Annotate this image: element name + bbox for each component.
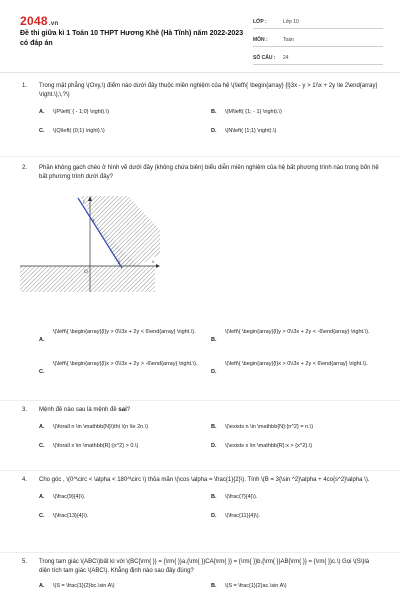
option-text: \(S = \frac{1}{2}ac.\sin A\): [225, 583, 287, 589]
option-label: D.: [211, 513, 217, 519]
logo-suffix: .vn: [48, 21, 59, 27]
option-c[interactable]: [39, 442, 209, 451]
option-a[interactable]: [39, 493, 209, 502]
option-text: \(\frac{7}{4}\).: [225, 494, 258, 500]
option-text: \(N\left( {1;1} \right).\): [225, 128, 277, 134]
option-label: D.: [211, 369, 217, 375]
divider: [0, 156, 400, 157]
option-text: \(\exists x \in \mathbb{R}:x > {x^2}.\): [225, 443, 313, 449]
question-text-emphasis: sai: [118, 407, 127, 413]
question-1: [22, 82, 382, 138]
option-label: B.: [211, 337, 217, 343]
question-number: 2.: [22, 165, 28, 171]
option-b[interactable]: [211, 108, 381, 117]
divider: [0, 552, 400, 553]
document-title: Đề thi giữa kì 1 Toán 10 THPT Hương Khê (Hà Tĩnh) năm 2022-2023 có đáp án: [20, 30, 244, 47]
option-b[interactable]: [211, 582, 381, 591]
origin-label: O: [84, 270, 88, 275]
option-text: \(\exists n \in \mathbb{N}:{n^2} = n.\): [225, 424, 314, 430]
option-b[interactable]: [211, 423, 381, 432]
coordinate-figure: [20, 196, 160, 292]
question-4: [22, 476, 382, 523]
option-text: \(\left\{ \begin{array}{l}y > 0\\3x + 2y < -6\end{array} \right.\).: [225, 329, 370, 335]
divider: [0, 400, 400, 401]
x-label: x: [152, 260, 155, 265]
option-label: B.: [211, 109, 217, 115]
option-text: \(S = \frac{1}{2}bc.\sin A\): [53, 583, 115, 589]
option-a[interactable]: [39, 328, 204, 343]
option-label: B.: [211, 424, 217, 430]
option-text: \(\left\{ \begin{array}{l}x > 0\\3x + 2y > -6\end{array} \right.\).: [53, 361, 198, 367]
option-c[interactable]: [39, 127, 209, 136]
tick-label-3: 3: [92, 219, 95, 224]
question-number: 1.: [22, 83, 28, 89]
header: [0, 0, 400, 70]
option-text: \(\frac{9}{4}\).: [53, 494, 86, 500]
option-label: D.: [211, 128, 217, 134]
question-number: 3.: [22, 407, 28, 413]
question-text: Phần không gạch chéo ở hình vẽ dưới đây (không chứa biên) biểu diễn miền nghiệm của hệ bất phương trình nào trong bốn hệ bất phương trình dưới đây?: [39, 165, 379, 180]
question-text: Trong tam giác \(ABC\)bất kì với \(BC{\rm{ }} = {\rm{ }}a,{\rm{ }}CA{\rm{ }} = {\rm{ }}b,{\rm{ }}AB{\rm{ }} = {\rm{ }}c.\) Gọi \(S\)là diện tích tam giác \(ABC\). Khẳng định nào sau đây đúng?: [39, 559, 370, 574]
option-label: C.: [39, 443, 45, 449]
meta-row-class: [253, 16, 383, 29]
question-2: [22, 164, 382, 182]
option-text: \(\forall n \in \mathbb{N}\)thì \(n \le 2n.\): [53, 424, 149, 430]
x-axis-arrow-icon: [156, 264, 160, 268]
meta-row-count: [253, 52, 383, 65]
option-d[interactable]: [211, 442, 381, 451]
y-label: y: [83, 200, 86, 205]
option-d[interactable]: [211, 360, 383, 375]
tick-label-2: 2: [118, 261, 121, 266]
logo-text: 2048: [20, 14, 48, 28]
option-text: \(\left\{ \begin{array}{l}x > 0\\3x + 2y < 6\end{array} \right.\).: [225, 361, 368, 367]
option-text: \(\left\{ \begin{array}{l}y > 0\\3x + 2y < 6\end{array} \right.\).: [53, 329, 196, 335]
meta-box: [253, 16, 383, 70]
question-text: [39, 406, 382, 415]
option-c[interactable]: [39, 512, 209, 521]
meta-key: MÔN :: [253, 37, 268, 43]
option-label: A.: [39, 583, 45, 589]
option-label: C.: [39, 369, 45, 375]
question-number: 5.: [22, 559, 28, 565]
option-label: A.: [39, 494, 45, 500]
options: [39, 328, 382, 384]
question-text: Cho góc , \(0^\circ < \alpha < 180^\circ \) thỏa mãn \(\cos \alpha = \frac{1}{2}\). Tính \(B = 3{\sin ^2}\alpha + 4co{s^2}\alpha \).: [39, 477, 370, 483]
option-label: A.: [39, 337, 45, 343]
option-label: C.: [39, 128, 45, 134]
option-label: A.: [39, 109, 45, 115]
question-text: Trong mặt phẳng \(Oxy,\) điểm nào dưới đây thuộc miền nghiệm của hệ \(\left\{ \begin{array} {l}3x - y > 1\\x + 2y \le 2\end{array} \right.\),\,?\): [39, 83, 378, 98]
question-number: 4.: [22, 477, 28, 483]
option-label: D.: [211, 443, 217, 449]
site-logo[interactable]: [20, 14, 58, 28]
option-c[interactable]: [39, 360, 204, 375]
meta-value: 24: [283, 55, 289, 61]
divider: [0, 470, 400, 471]
option-a[interactable]: [39, 423, 209, 432]
header-divider: [0, 72, 400, 73]
option-label: B.: [211, 494, 217, 500]
question-3: [22, 406, 382, 453]
option-label: B.: [211, 583, 217, 589]
option-a[interactable]: [39, 108, 209, 117]
meta-value: Lớp 10: [283, 19, 299, 25]
question-text-part: Mệnh đề nào sau là mệnh đề: [39, 407, 119, 413]
meta-key: LỚP :: [253, 19, 267, 25]
option-text: \(P\left( { - 1;0} \right).\): [53, 109, 109, 115]
question-5: [22, 558, 382, 594]
question-text-part: ?: [126, 407, 131, 413]
options: [39, 108, 382, 138]
option-text: \(M\left( {1; - 1} \right).\): [225, 109, 282, 115]
option-text: \(\frac{13}{4}\).: [53, 513, 89, 519]
option-label: C.: [39, 513, 45, 519]
option-label: A.: [39, 424, 45, 430]
option-d[interactable]: [211, 127, 381, 136]
option-a[interactable]: [39, 582, 209, 591]
options: [39, 423, 382, 453]
options: [39, 582, 382, 594]
option-text: \(\forall x \in \mathbb{R}:{x^2} > 0.\): [53, 443, 139, 449]
option-b[interactable]: [211, 328, 383, 343]
meta-row-subject: [253, 34, 383, 47]
meta-value: Toán: [283, 37, 294, 43]
option-text: \(Q\left( {0;1} \right).\): [53, 128, 105, 134]
meta-key: SỐ CÂU :: [253, 55, 276, 61]
option-b[interactable]: [211, 493, 381, 502]
question-2-options: [22, 328, 382, 384]
options: [39, 493, 382, 523]
option-text: \(\frac{11}{4}\).: [225, 513, 261, 519]
option-d[interactable]: [211, 512, 381, 521]
